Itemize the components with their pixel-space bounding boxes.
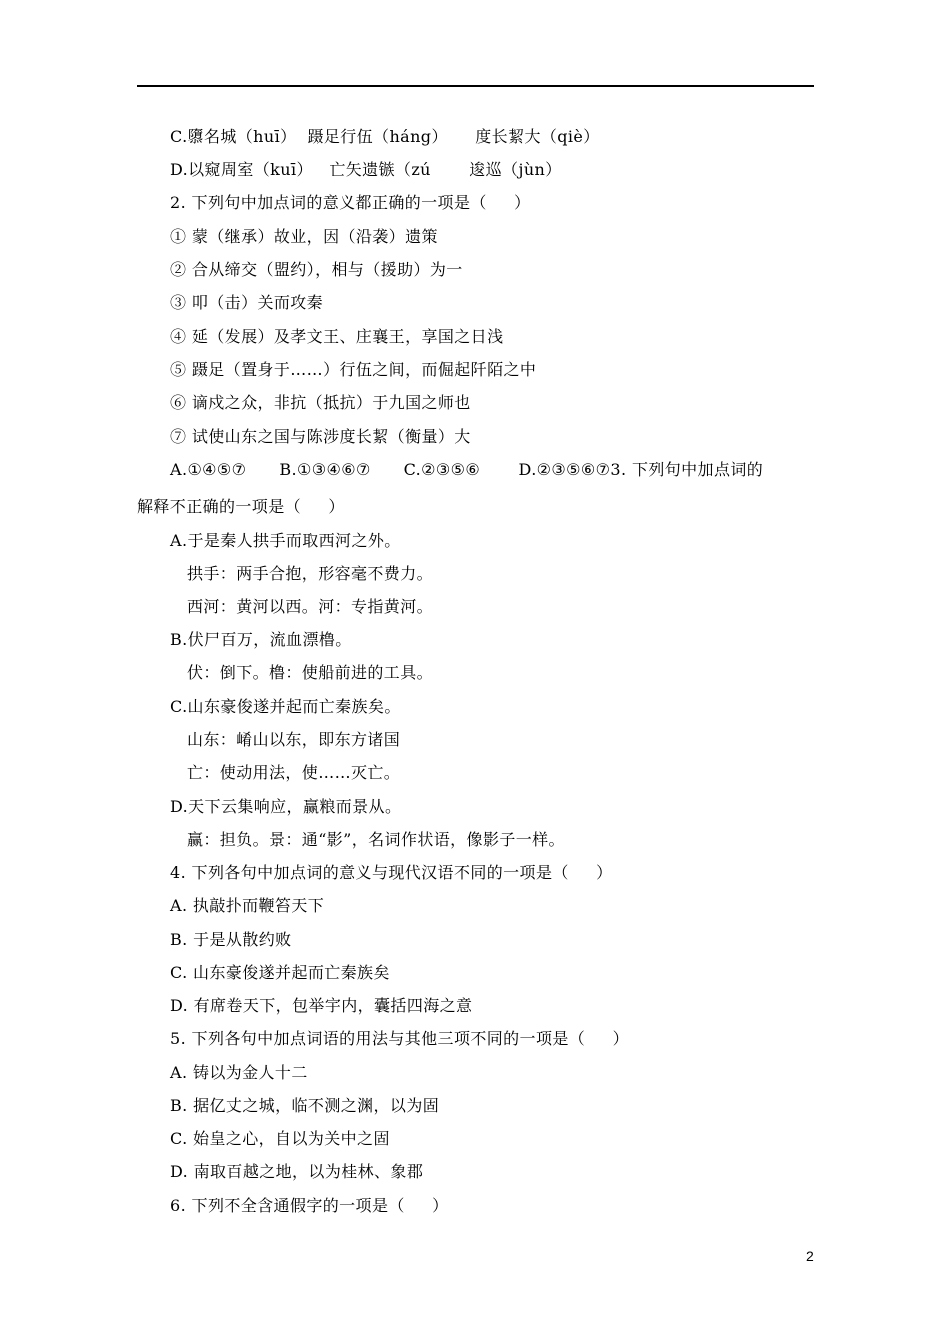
question-3-option-a: A.于是秦人拱手而取西河之外。 xyxy=(170,531,401,550)
question-2-item-5: ⑤ 蹑足（置身于……）行伍之间，而倔起阡陌之中 xyxy=(170,360,537,379)
question-4-stem: 4. 下列各句中加点词的意义与现代汉语不同的一项是（ ） xyxy=(170,863,613,882)
question-2-item-2: ② 合从缔交（盟约），相与（援助）为一 xyxy=(170,260,463,279)
question-3-option-c: C.山东豪俊遂并起而亡秦族矣。 xyxy=(170,697,401,716)
question-2-item-4: ④ 延（发展）及孝文王、庄襄王，享国之日浅 xyxy=(170,327,504,346)
question-4-option-a: A. 执敲扑而鞭笞天下 xyxy=(170,896,325,915)
question-3-option-d-note: 赢：担负。景：通“影”，名词作状语，像影子一样。 xyxy=(187,830,565,849)
question-5-option-b: B. 据亿丈之城，临不测之渊，以为固 xyxy=(170,1096,440,1115)
question-3-option-b-note: 伏：倒下。橹：使船前进的工具。 xyxy=(187,663,434,682)
question-4-option-b: B. 于是从散约败 xyxy=(170,930,292,949)
question-2-item-1: ① 蒙（继承）故业，因（沿袭）遗策 xyxy=(170,227,438,246)
question-4-option-d: D. 有席卷天下，包举宇内，囊括四海之意 xyxy=(170,996,473,1015)
question-3-option-a-note-1: 拱手：两手合抱，形容毫不费力。 xyxy=(187,564,434,583)
question-2-item-3: ③ 叩（击）关而攻秦 xyxy=(170,293,324,312)
question-2-item-6: ⑥ 谪戍之众，非抗（抵抗）于九国之师也 xyxy=(170,393,471,412)
question-5-option-c: C. 始皇之心，自以为关中之固 xyxy=(170,1129,390,1148)
question-6-stem: 6. 下列不全含通假字的一项是（ ） xyxy=(170,1196,449,1215)
page-number: 2 xyxy=(806,1248,814,1264)
question-5-option-a: A. 铸以为金人十二 xyxy=(170,1063,308,1082)
question-2-stem: 2. 下列句中加点词的意义都正确的一项是（ ） xyxy=(170,193,531,212)
question-3-option-b: B.伏尸百万，流血漂橹。 xyxy=(170,630,352,649)
question-5-stem: 5. 下列各句中加点词语的用法与其他三项不同的一项是（ ） xyxy=(170,1029,629,1048)
question-1-option-d: D.以窥周室（kuī） 亡矢遗镞（zú 逡巡（jùn） xyxy=(170,160,562,179)
question-2-options: A.①④⑤⑦ B.①③④⑥⑦ C.②③⑤⑥ D.②③⑤⑥⑦3. 下列句中加点词的 xyxy=(170,460,764,479)
question-3-option-d: D.天下云集响应，赢粮而景从。 xyxy=(170,797,402,816)
header-rule xyxy=(137,85,814,87)
question-3-stem-continued: 解释不正确的一项是（ ） xyxy=(137,497,345,516)
question-5-option-d: D. 南取百越之地，以为桂林、象郡 xyxy=(170,1162,424,1181)
question-3-option-c-note-1: 山东：崤山以东，即东方诸国 xyxy=(187,730,401,749)
question-3-option-c-note-2: 亡：使动用法，使……灭亡。 xyxy=(187,763,401,782)
question-2-item-7: ⑦ 试使山东之国与陈涉度长絜（衡量）大 xyxy=(170,427,471,446)
question-3-option-a-note-2: 西河：黄河以西。河：专指黄河。 xyxy=(187,597,434,616)
question-1-option-c: C.隳名城（huī） 蹑足行伍（háng） 度长絜大（qiè） xyxy=(170,127,600,146)
question-4-option-c: C. 山东豪俊遂并起而亡秦族矣 xyxy=(170,963,390,982)
